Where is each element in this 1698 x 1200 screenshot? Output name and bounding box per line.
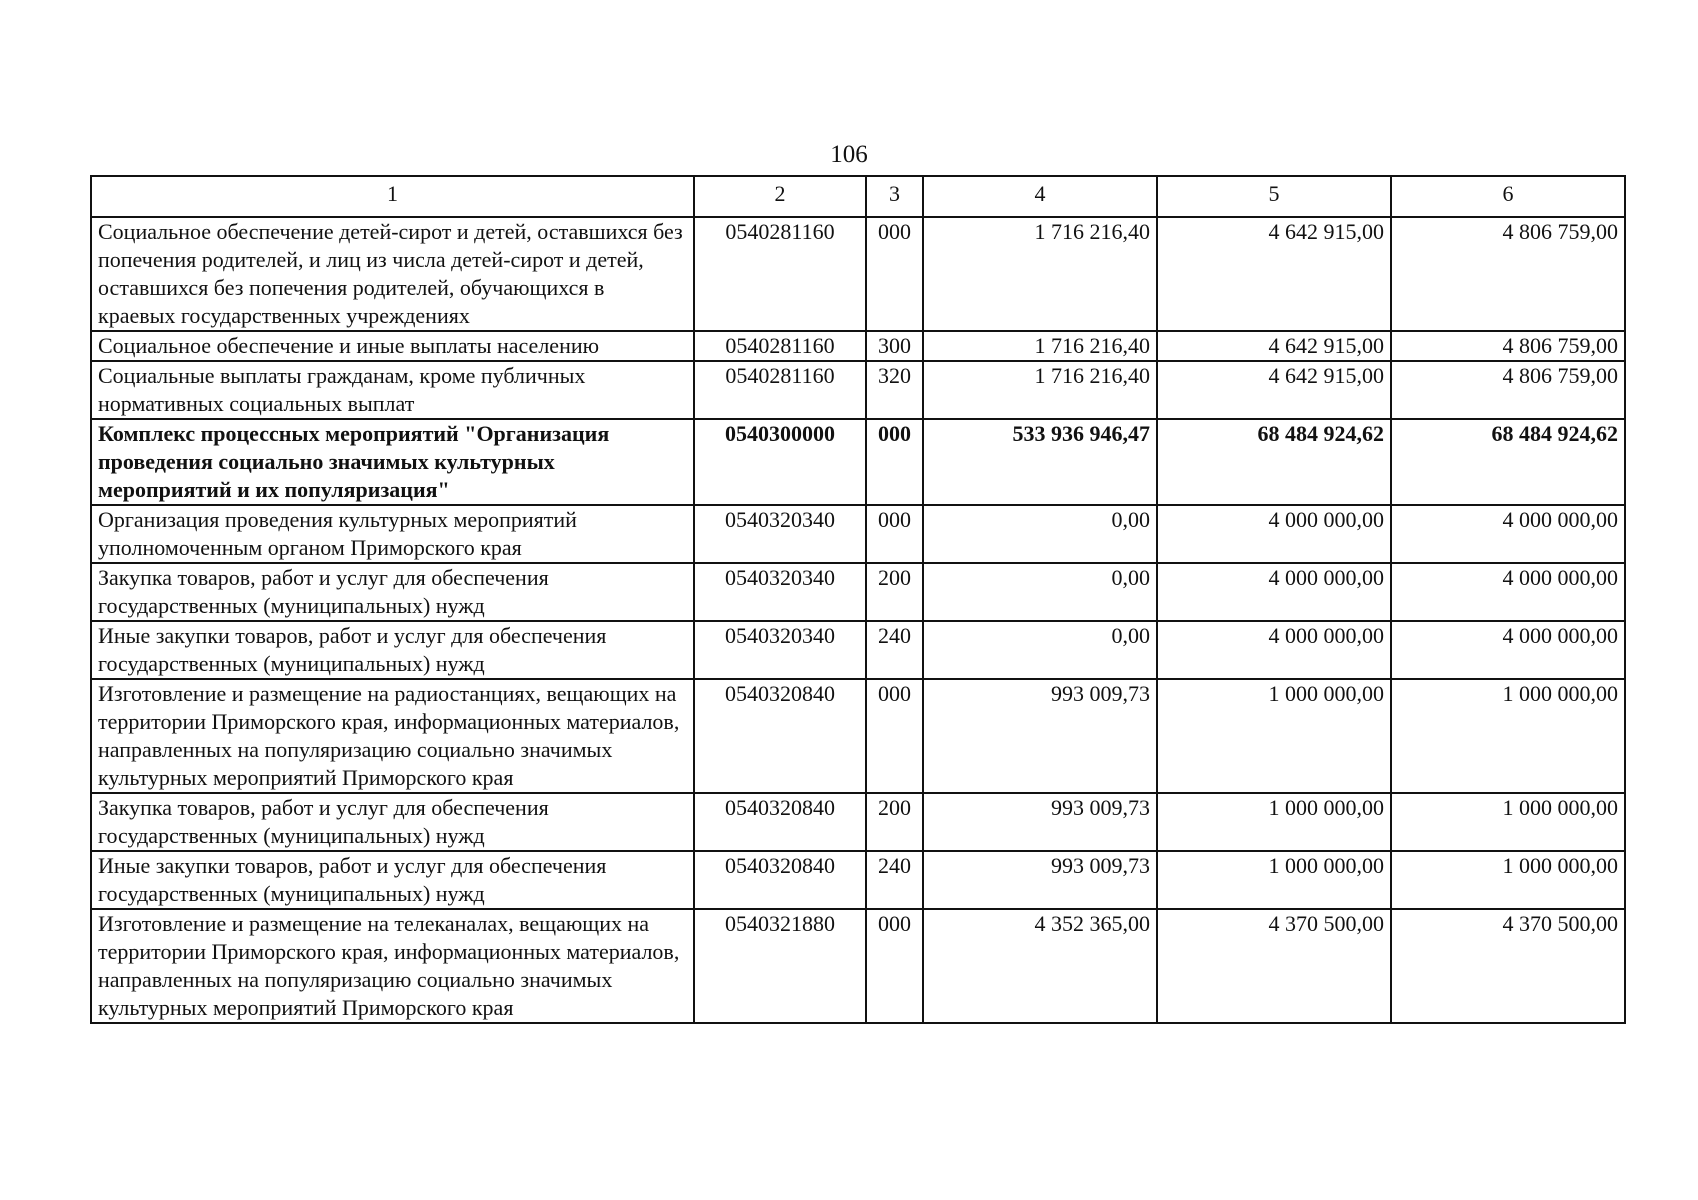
row-name-cell: Социальные выплаты гражданам, кроме публичных нормативных социальных выплат bbox=[91, 361, 694, 419]
row-code-cell: 0540281160 bbox=[694, 217, 866, 331]
table-body bbox=[91, 217, 1625, 1023]
table-row bbox=[91, 563, 1625, 621]
row-code-cell: 0540300000 bbox=[694, 419, 866, 505]
row-amount-col6-cell: 4 000 000,00 bbox=[1391, 505, 1625, 563]
row-amount-col5-cell: 4 642 915,00 bbox=[1157, 331, 1391, 361]
row-name-cell: Иные закупки товаров, работ и услуг для обеспечения государственных (муниципальных) нужд bbox=[91, 851, 694, 909]
column-header: 2 bbox=[694, 176, 866, 217]
table-row bbox=[91, 909, 1625, 1023]
row-amount-col4-cell: 0,00 bbox=[923, 563, 1157, 621]
row-name-cell: Комплекс процессных мероприятий "Организация проведения социально значимых культурных мероприятий и их популяризация" bbox=[91, 419, 694, 505]
row-name-cell: Организация проведения культурных мероприятий уполномоченным органом Приморского края bbox=[91, 505, 694, 563]
table-row bbox=[91, 851, 1625, 909]
row-amount-col6-cell: 4 806 759,00 bbox=[1391, 217, 1625, 331]
row-amount-col5-cell: 4 000 000,00 bbox=[1157, 621, 1391, 679]
row-code-cell: 0540320840 bbox=[694, 679, 866, 793]
table-row bbox=[91, 621, 1625, 679]
row-name-cell: Закупка товаров, работ и услуг для обеспечения государственных (муниципальных) нужд bbox=[91, 793, 694, 851]
table-row bbox=[91, 419, 1625, 505]
row-amount-col6-cell: 1 000 000,00 bbox=[1391, 679, 1625, 793]
row-name-cell: Изготовление и размещение на телеканалах, вещающих на территории Приморского края, информационных материалов, направленных на популяризацию социально значимых культурных мероприятий Приморского края bbox=[91, 909, 694, 1023]
row-type-cell: 000 bbox=[866, 679, 923, 793]
row-amount-col6-cell: 4 000 000,00 bbox=[1391, 621, 1625, 679]
row-code-cell: 0540320340 bbox=[694, 621, 866, 679]
row-amount-col6-cell: 4 806 759,00 bbox=[1391, 361, 1625, 419]
row-code-cell: 0540320340 bbox=[694, 505, 866, 563]
row-name-cell: Закупка товаров, работ и услуг для обеспечения государственных (муниципальных) нужд bbox=[91, 563, 694, 621]
row-code-cell: 0540281160 bbox=[694, 361, 866, 419]
row-name-cell: Социальное обеспечение детей-сирот и детей, оставшихся без попечения родителей, и лиц из числа детей-сирот и детей, оставшихся без попечения родителей, обучающихся в краевых государственных учреждениях bbox=[91, 217, 694, 331]
row-amount-col4-cell: 0,00 bbox=[923, 621, 1157, 679]
row-amount-col5-cell: 68 484 924,62 bbox=[1157, 419, 1391, 505]
row-type-cell: 240 bbox=[866, 851, 923, 909]
row-code-cell: 0540281160 bbox=[694, 331, 866, 361]
row-amount-col6-cell: 4 806 759,00 bbox=[1391, 331, 1625, 361]
row-amount-col4-cell: 1 716 216,40 bbox=[923, 217, 1157, 331]
row-amount-col4-cell: 993 009,73 bbox=[923, 679, 1157, 793]
row-amount-col5-cell: 4 000 000,00 bbox=[1157, 505, 1391, 563]
row-amount-col4-cell: 993 009,73 bbox=[923, 851, 1157, 909]
row-type-cell: 200 bbox=[866, 563, 923, 621]
row-name-cell: Изготовление и размещение на радиостанциях, вещающих на территории Приморского края, информационных материалов, направленных на популяризацию социально значимых культурных мероприятий Приморского края bbox=[91, 679, 694, 793]
row-amount-col5-cell: 4 370 500,00 bbox=[1157, 909, 1391, 1023]
row-code-cell: 0540320840 bbox=[694, 793, 866, 851]
row-amount-col6-cell: 4 370 500,00 bbox=[1391, 909, 1625, 1023]
row-amount-col6-cell: 1 000 000,00 bbox=[1391, 851, 1625, 909]
row-code-cell: 0540320340 bbox=[694, 563, 866, 621]
row-amount-col6-cell: 1 000 000,00 bbox=[1391, 793, 1625, 851]
table-row bbox=[91, 361, 1625, 419]
row-name-cell: Иные закупки товаров, работ и услуг для обеспечения государственных (муниципальных) нужд bbox=[91, 621, 694, 679]
column-header: 3 bbox=[866, 176, 923, 217]
row-type-cell: 200 bbox=[866, 793, 923, 851]
row-amount-col6-cell: 4 000 000,00 bbox=[1391, 563, 1625, 621]
table-row bbox=[91, 793, 1625, 851]
row-amount-col4-cell: 4 352 365,00 bbox=[923, 909, 1157, 1023]
row-code-cell: 0540321880 bbox=[694, 909, 866, 1023]
row-type-cell: 240 bbox=[866, 621, 923, 679]
table-row bbox=[91, 505, 1625, 563]
row-type-cell: 000 bbox=[866, 419, 923, 505]
row-amount-col4-cell: 1 716 216,40 bbox=[923, 361, 1157, 419]
row-code-cell: 0540320840 bbox=[694, 851, 866, 909]
row-type-cell: 000 bbox=[866, 217, 923, 331]
page-number: 106 bbox=[830, 141, 868, 168]
row-name-cell: Социальное обеспечение и иные выплаты населению bbox=[91, 331, 694, 361]
row-type-cell: 320 bbox=[866, 361, 923, 419]
row-type-cell: 300 bbox=[866, 331, 923, 361]
budget-table bbox=[90, 175, 1626, 1024]
row-type-cell: 000 bbox=[866, 909, 923, 1023]
row-type-cell: 000 bbox=[866, 505, 923, 563]
table-row bbox=[91, 679, 1625, 793]
column-header: 5 bbox=[1157, 176, 1391, 217]
table-row bbox=[91, 217, 1625, 331]
row-amount-col4-cell: 993 009,73 bbox=[923, 793, 1157, 851]
table-row bbox=[91, 331, 1625, 361]
row-amount-col5-cell: 4 642 915,00 bbox=[1157, 217, 1391, 331]
row-amount-col5-cell: 1 000 000,00 bbox=[1157, 793, 1391, 851]
row-amount-col4-cell: 533 936 946,47 bbox=[923, 419, 1157, 505]
row-amount-col4-cell: 0,00 bbox=[923, 505, 1157, 563]
row-amount-col5-cell: 4 000 000,00 bbox=[1157, 563, 1391, 621]
column-header-row bbox=[91, 176, 1625, 217]
row-amount-col5-cell: 4 642 915,00 bbox=[1157, 361, 1391, 419]
column-header: 4 bbox=[923, 176, 1157, 217]
row-amount-col5-cell: 1 000 000,00 bbox=[1157, 679, 1391, 793]
column-header: 1 bbox=[91, 176, 694, 217]
row-amount-col6-cell: 68 484 924,62 bbox=[1391, 419, 1625, 505]
row-amount-col4-cell: 1 716 216,40 bbox=[923, 331, 1157, 361]
row-amount-col5-cell: 1 000 000,00 bbox=[1157, 851, 1391, 909]
column-header: 6 bbox=[1391, 176, 1625, 217]
